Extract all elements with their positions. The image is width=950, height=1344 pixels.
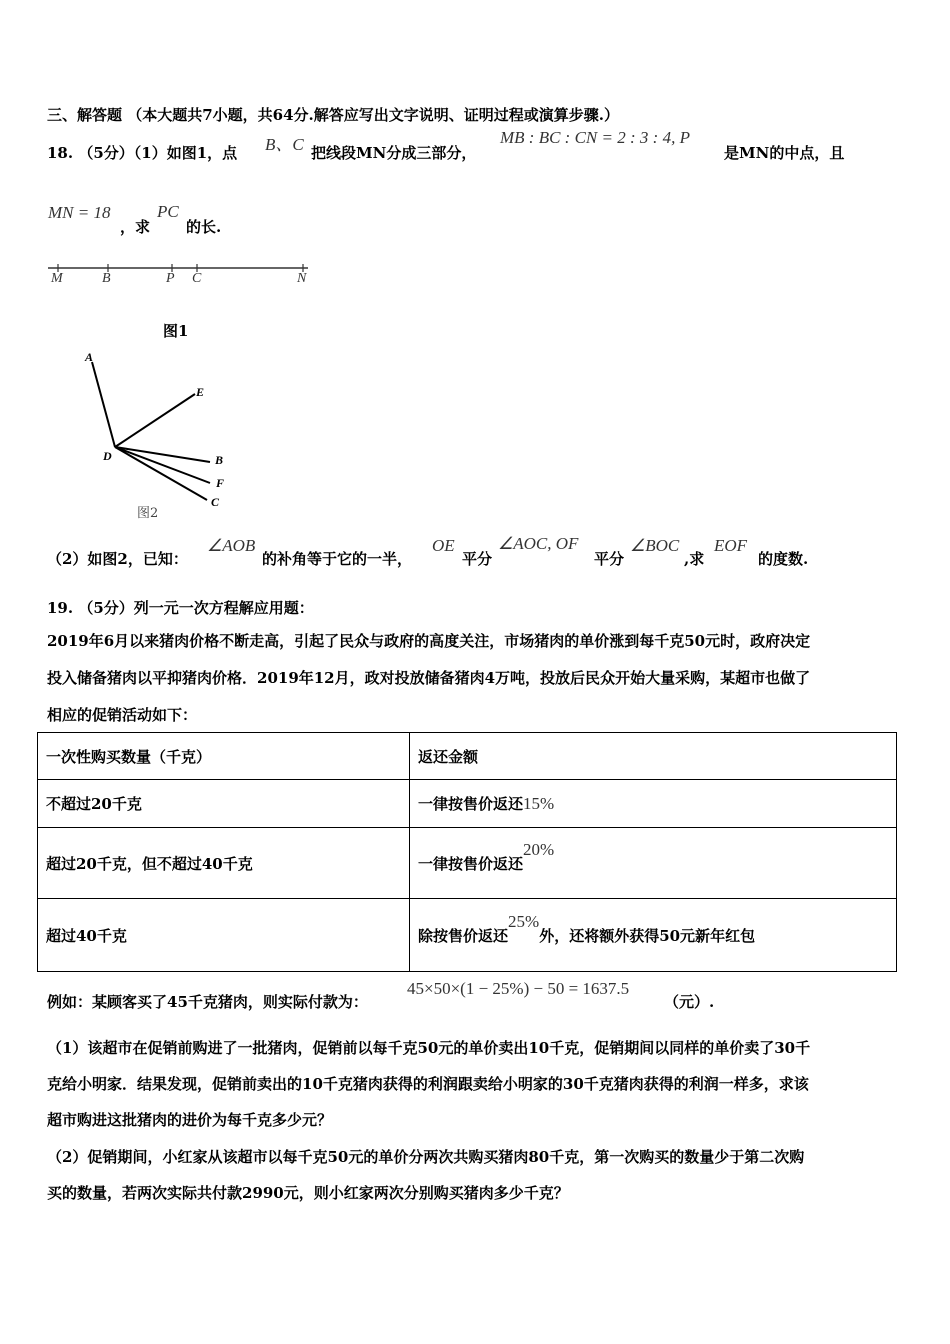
q18-part2-text: 平分 — [594, 550, 625, 568]
q19-part1-line: （1）该超市在促销前购进了一批猪肉，促销前以每千克50元的单价卖出10千克，促销期间以同样的单价卖了30千 — [47, 1039, 811, 1057]
figure-1-segment — [0, 255, 330, 295]
refund-pct: 15% — [523, 794, 555, 813]
refund-text: 外，还将额外获得50元新年红包 — [539, 926, 756, 945]
q19-part1-line: 超市购进这批猪肉的进价为每千克多少元？ — [47, 1111, 333, 1129]
q18-part2-text: 平分 — [462, 550, 493, 568]
math-mn: MN = 18 — [48, 203, 111, 222]
figure-1-caption: 图1 — [163, 322, 189, 340]
q19-paragraph-line: 投入储备猪肉以平抑猪肉价格．2019年12月，政对投放储备猪肉4万吨，投放后民众开始大量采购，某超市也做了 — [47, 669, 811, 687]
q19-paragraph-line: 2019年6月以来猪肉价格不断走高，引起了民众与政府的高度关注，市场猪肉的单价涨到每千克50元时，政府决定 — [47, 632, 811, 650]
table-cell-qty: 超过40千克 — [38, 899, 410, 972]
math-bc: B、C — [265, 135, 304, 154]
refund-text: 一律按售价返还 — [418, 854, 524, 873]
table-cell-qty: 不超过20千克 — [38, 780, 410, 828]
refund-text: 除按售价返还 — [418, 926, 509, 945]
q18-part2-text: 的度数. — [758, 550, 809, 568]
point-label-e: E — [196, 385, 205, 399]
example-text: （元）. — [664, 993, 715, 1011]
figure-2-caption: 图2 — [137, 506, 159, 521]
q19-part1-line: 克给小明家．结果发现，促销前卖出的10千克猪肉获得的利润跟卖给小明家的30千克猪肉获得的利润一样多，求该 — [47, 1075, 809, 1093]
refund-text: 一律按售价返还 — [418, 795, 524, 813]
q18-text: 是MN的中点，且 — [724, 144, 845, 162]
table-cell-qty: 超过20千克，但不超过40千克 — [38, 828, 410, 899]
point-label-c: C — [192, 271, 202, 286]
figure-2-angles — [0, 340, 260, 530]
table-cell-refund — [410, 828, 897, 899]
q18-part2-text: （2）如图2，已知： — [47, 550, 188, 568]
q19-paragraph-line: 相应的促销活动如下： — [47, 706, 198, 724]
q19-part2-line: 买的数量，若两次实际共付款2990元，则小红家两次分别购买猪肉多少千克？ — [47, 1184, 569, 1202]
table-header: 一次性购买数量（千克） — [38, 733, 410, 780]
point-label-a: A — [85, 350, 94, 364]
refund-pct: 20% — [523, 839, 555, 859]
math-aob: ∠AOB — [207, 536, 256, 555]
q19-part2-line: （2）促销期间，小红家从该超市以每千克50元的单价分两次共购买猪肉80千克，第一次购买的数量少于第二次购 — [47, 1148, 805, 1166]
q18-text: 18. （5分）（1）如图1，点 — [47, 144, 238, 162]
point-label-m: M — [51, 271, 63, 286]
point-label-n: N — [297, 271, 307, 286]
math-ratio: MB : BC : CN = 2 : 3 : 4, P — [500, 128, 690, 147]
table-header: 返还金额 — [410, 733, 897, 780]
promotion-table — [37, 732, 897, 972]
math-oe: OE — [432, 536, 455, 555]
point-label-d: D — [103, 449, 112, 463]
math-eof: EOF — [714, 536, 748, 555]
q19-title: 19. （5分）列一元一次方程解应用题： — [47, 599, 314, 617]
q18-part2-text: ,求 — [684, 550, 705, 568]
section-header: 三、解答题 （本大题共7小题，共64分.解答应写出文字说明、证明过程或演算步骤.） — [47, 106, 619, 124]
q18-text: ，求 — [120, 218, 151, 236]
q18-text: 的长. — [186, 218, 222, 236]
q18-part2-text: 的补角等于它的一半， — [262, 550, 413, 568]
table-header-row — [38, 733, 897, 780]
q18-text: 把线段MN分成三部分， — [311, 144, 477, 162]
point-label-f: F — [216, 476, 225, 490]
math-aoc-of: ∠AOC, OF — [498, 534, 579, 553]
point-label-c: C — [211, 495, 220, 509]
table-row — [38, 780, 897, 828]
point-label-p: P — [166, 271, 175, 286]
math-pc: PC — [157, 202, 179, 221]
table-cell-refund — [410, 899, 897, 972]
example-formula: 45×50×(1 − 25%) − 50 = 1637.5 — [407, 979, 630, 998]
math-boc: ∠BOC — [630, 536, 680, 555]
refund-pct: 25% — [508, 911, 540, 931]
example-text: 例如：某顾客买了45千克猪肉，则实际付款为： — [47, 993, 368, 1011]
point-label-b: B — [215, 453, 224, 467]
table-row — [38, 899, 897, 972]
table-row — [38, 828, 897, 899]
point-label-b: B — [102, 271, 111, 286]
table-cell-refund — [410, 780, 897, 828]
